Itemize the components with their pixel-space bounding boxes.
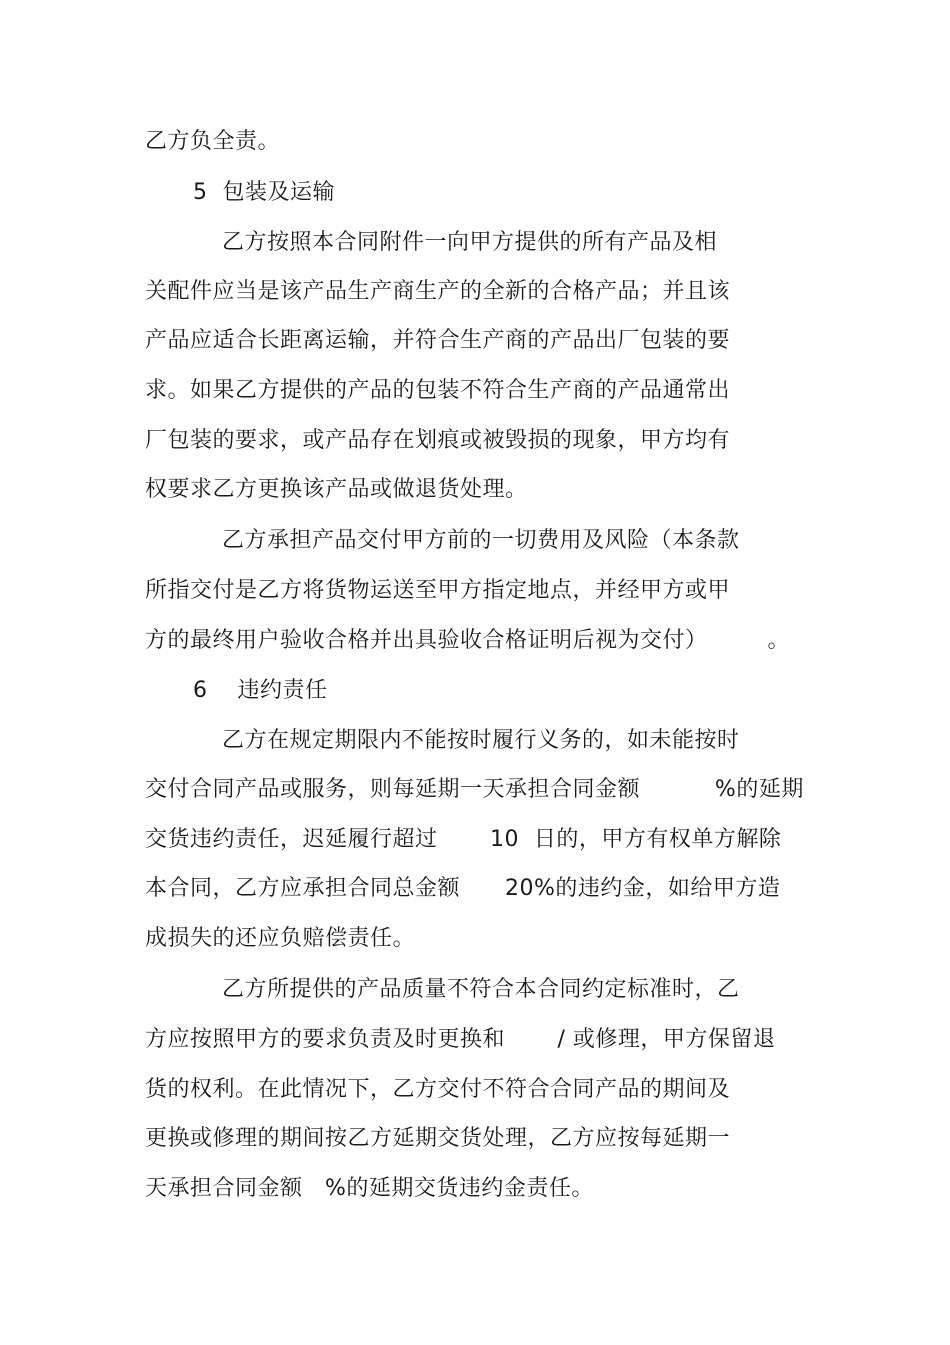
text-line: 所指交付是乙方将货物运送至甲方指定地点，并经甲方或甲 [145,578,731,603]
text-line: 求。如果乙方提供的产品的包装不符合生产商的产品通常出 [145,378,731,403]
text-line: 天承担合同金额 %的延期交货违约金责任。 [145,1176,594,1201]
text-line: 货的权利。在此情况下，乙方交付不符合合同产品的期间及 [145,1077,731,1102]
text-line: 乙方负全责。 [145,129,281,154]
text-line: 乙方按照本合同附件一向甲方提供的所有产品及相 [222,230,718,255]
text-line: 本合同，乙方应承担合同总金额 20%的违约金，如给甲方造 [145,876,781,901]
text-line: 乙方在规定期限内不能按时履行义务的，如未能按时 [222,728,740,753]
text-line: 厂包装的要求，或产品存在划痕或被毁损的现象，甲方均有 [145,428,731,453]
text-line: 成损失的还应负赔偿责任。 [145,926,416,951]
section-heading-liability: 6 违约责任 [193,678,328,703]
text-line: 交付合同产品或服务，则每延期一天承担合同金额 %的延期 [145,777,804,802]
text-line: 方的最终用户验收合格并出具验收合格证明后视为交付） 。 [145,628,790,653]
text-line: 权要求乙方更换该产品或做退货处理。 [145,477,528,502]
text-line: 交货违约责任，迟延履行超过 10 日的，甲方有权单方解除 [145,827,782,852]
text-line: 方应按照甲方的要求负责及时更换和 / 或修理，甲方保留退 [145,1027,776,1052]
text-line: 乙方承担产品交付甲方前的一切费用及风险（本条款 [222,528,740,553]
text-line: 产品应适合长距离运输，并符合生产商的产品出厂包装的要 [145,328,731,353]
section-heading-packaging: 5 包装及运输 [193,180,335,205]
text-line: 关配件应当是该产品生产商生产的全新的合格产品；并且该 [145,279,731,304]
text-line: 更换或修理的期间按乙方延期交货处理，乙方应按每延期一 [145,1126,731,1151]
text-line: 乙方所提供的产品质量不符合本合同约定标准时，乙 [222,977,740,1002]
